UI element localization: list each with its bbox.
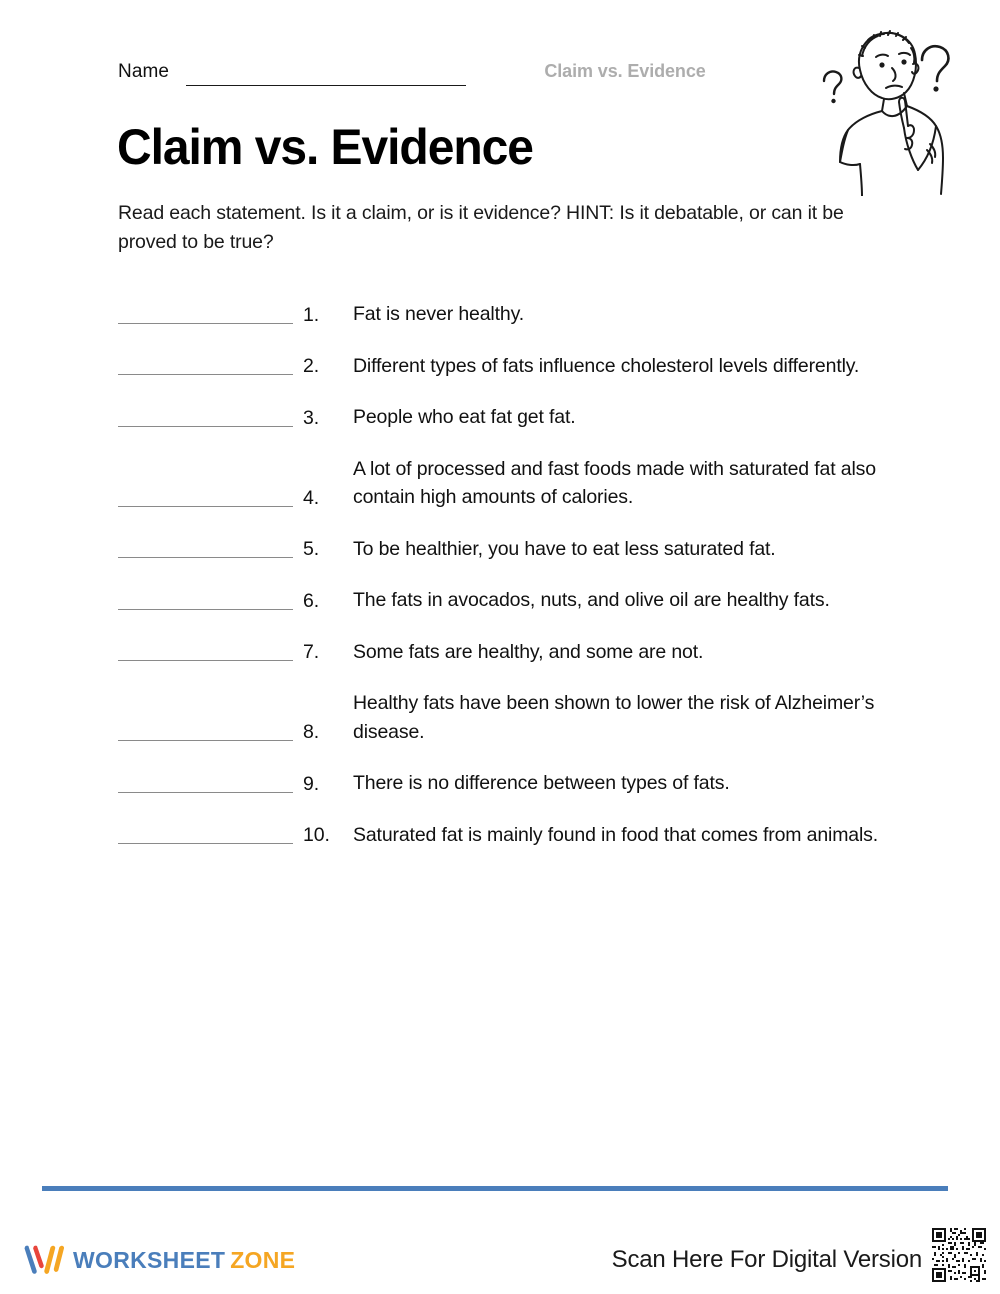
question-text: The fats in avocados, nuts, and olive oil are healthy fats. — [353, 589, 830, 611]
question-number: 10. — [303, 824, 330, 846]
question-number: 7. — [303, 641, 320, 663]
question-item — [118, 535, 880, 564]
question-text: Healthy fats have been shown to lower the risk of Alzheimer’s disease. — [353, 692, 875, 743]
question-item — [118, 689, 880, 746]
question-text: A lot of processed and fast foods made with saturated fat also contain high amounts of calories. — [353, 457, 876, 508]
question-number: 4. — [303, 486, 320, 509]
qr-code-icon[interactable] — [930, 1226, 988, 1284]
question-item — [118, 586, 880, 615]
question-text: Some fats are healthy, and some are not. — [353, 640, 704, 663]
worksheet-zone-mark-icon — [22, 1243, 64, 1277]
question-number: 1. — [303, 303, 320, 326]
question-item — [118, 769, 880, 798]
answer-blank[interactable] — [118, 660, 293, 661]
worksheet-zone-logo[interactable] — [22, 1240, 295, 1280]
scan-here-label: Scan Here For Digital Version — [611, 1246, 922, 1273]
question-item — [118, 821, 880, 850]
page-title: Claim vs. Evidence — [117, 119, 533, 175]
answer-blank[interactable] — [118, 374, 293, 375]
answer-blank[interactable] — [118, 506, 293, 507]
answer-blank[interactable] — [118, 557, 293, 558]
question-text: Saturated fat is mainly found in food that comes from animals. — [353, 823, 879, 846]
answer-blank[interactable] — [118, 609, 293, 610]
brand-word-worksheet: WORKSHEET — [73, 1246, 226, 1273]
question-number: 3. — [303, 406, 320, 429]
answer-blank[interactable] — [118, 740, 293, 741]
answer-blank[interactable] — [118, 323, 293, 324]
name-label: Name — [118, 61, 170, 82]
question-mark-left — [824, 71, 841, 103]
answer-blank[interactable] — [118, 426, 293, 427]
answer-blank[interactable] — [118, 843, 293, 844]
answer-blank[interactable] — [118, 792, 293, 793]
brand-word-zone: ZONE — [230, 1246, 296, 1273]
question-text: Fat is never healthy. — [353, 303, 524, 325]
footer — [0, 1232, 1000, 1294]
question-number: 9. — [303, 772, 320, 795]
question-number: 6. — [303, 589, 320, 612]
question-mark-right — [922, 46, 948, 91]
question-item — [118, 638, 880, 667]
question-number: 2. — [303, 355, 320, 377]
name-row — [118, 60, 878, 90]
question-list — [118, 300, 880, 872]
question-number: 8. — [303, 721, 320, 743]
question-item — [118, 300, 880, 329]
instructions-text: Read each statement. Is it a claim, or is it evidence? HINT: Is it debatable, or can it be proved to be true? — [118, 202, 844, 253]
question-item — [118, 352, 880, 381]
question-item — [118, 455, 880, 512]
question-text: There is no difference between types of fats. — [353, 772, 730, 794]
question-item — [118, 403, 880, 432]
question-text: Different types of fats influence cholesterol levels differently. — [353, 354, 860, 377]
worksheet-zone-wordmark — [73, 1247, 295, 1274]
header-subject-label: Claim vs. Evidence — [544, 61, 706, 81]
footer-divider — [42, 1186, 948, 1191]
thinking-boy-illustration — [812, 18, 988, 196]
question-text: To be healthier, you have to eat less saturated fat. — [353, 537, 776, 560]
question-text: People who eat fat get fat. — [353, 406, 576, 428]
name-input-line[interactable] — [186, 85, 466, 86]
question-number: 5. — [303, 538, 320, 560]
